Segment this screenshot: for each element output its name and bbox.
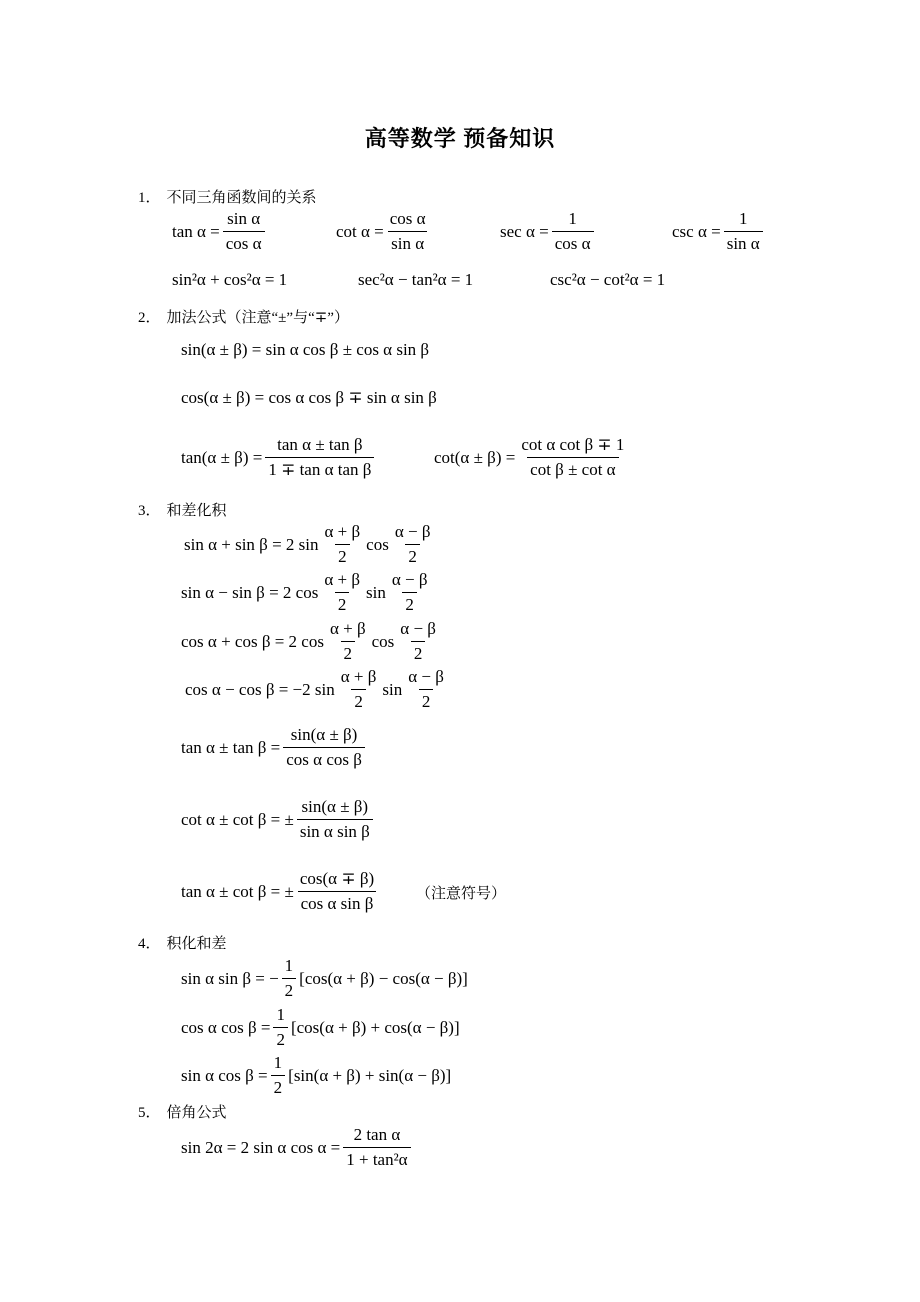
sum-to-product-2: sin α − sin β = 2 cos $\frac{\alpha + \beta}{2}$ sin $\frac{\alpha - \beta}{2}$: [181, 570, 428, 614]
sum-to-product-4: cos α − cos β = −2 sin $\frac{\alpha + \beta}{2}$ sin $\frac{\alpha - \beta}{2}$: [185, 667, 444, 711]
addition-sin: sin(α ± β) = sin α cos β ± cos α sin β: [181, 340, 430, 359]
cot-definition: cot α = $\frac{\text{cos α}}{\text{sin α}}$: [336, 209, 426, 253]
sum-to-product-1: sin α + sin β = 2 sin $\frac{\alpha + \beta}{2}$ cos $\frac{\alpha - \beta}{2}$: [184, 522, 431, 566]
section-2-heading: 2． 加法公式（注意“±”与“∓”）: [138, 310, 349, 326]
pythagorean-identity-3: csc²α − cot²α = 1: [550, 270, 666, 289]
product-to-sum-1: sin α sin β = − $\frac{1}{2}$ [cos(α + β) − cos(α − β)]: [181, 956, 468, 1000]
product-to-sum-3: sin α cos β = $\frac{1}{2}$ [sin(α + β) + sin(α − β)]: [181, 1053, 452, 1097]
sign-note: （注意符号）: [416, 886, 507, 902]
pythagorean-identity-2: sec²α − tan²α = 1: [358, 270, 474, 289]
double-angle-sin: sin 2α = 2 sin α cos α = $\frac{\text{2 tan α}}{\text{1 + tan²α}}$: [181, 1124, 414, 1171]
sum-to-product-3: cos α + cos β = 2 cos $\frac{\alpha + \beta}{2}$ cos $\frac{\alpha - \beta}{2}$: [181, 619, 436, 663]
section-label: 不同三角函数间的关系: [166, 190, 317, 206]
page-title: 高等数学 预备知识: [364, 126, 556, 151]
sum-to-product-7: tan α ± cot β = ± $\frac{\cos(\alpha \mp \beta)}{\text{cos α sin β}}$: [181, 868, 380, 915]
section-5-heading: 5． 倍角公式: [138, 1105, 227, 1121]
csc-definition: csc α = $\frac{1}{\text{sin α}}$: [672, 208, 766, 255]
tan-definition: tan α = $\frac{\text{sin α}}{\text{cos α}}$: [172, 208, 268, 255]
section-3-heading: 3． 和差化积: [138, 503, 227, 519]
section-4-heading: 4． 积化和差: [138, 936, 227, 952]
section-number: 1．: [138, 190, 161, 206]
sec-definition: sec α = $\frac{1}{\text{cos α}}$: [500, 208, 597, 255]
pythagorean-identity-1: sin²α + cos²α = 1: [172, 270, 288, 289]
addition-cot: cot(α ± β) = $\frac{\text{cot α cot β ∓ 1}}{\text{cot β ± cot α}}$: [434, 435, 625, 479]
addition-tan: tan(α ± β) = $\frac{\text{tan α ± tan β}}{\text{1 ∓ tan α tan β}}$: [181, 434, 377, 481]
sum-to-product-6: cot α ± cot β = ± $\frac{\sin(\alpha \pm \beta)}{\text{sin α sin β}}$: [181, 796, 376, 843]
section-1-heading: [138, 186, 317, 207]
addition-cos: cos(α ± β) = cos α cos β ∓ sin α sin β: [181, 388, 437, 407]
product-to-sum-2: cos α cos β = $\frac{1}{2}$ [cos(α + β) + cos(α − β)]: [181, 1005, 460, 1049]
sum-to-product-5: tan α ± tan β = $\frac{\sin(\alpha \pm \beta)}{\text{cos α cos β}}$: [181, 724, 368, 771]
